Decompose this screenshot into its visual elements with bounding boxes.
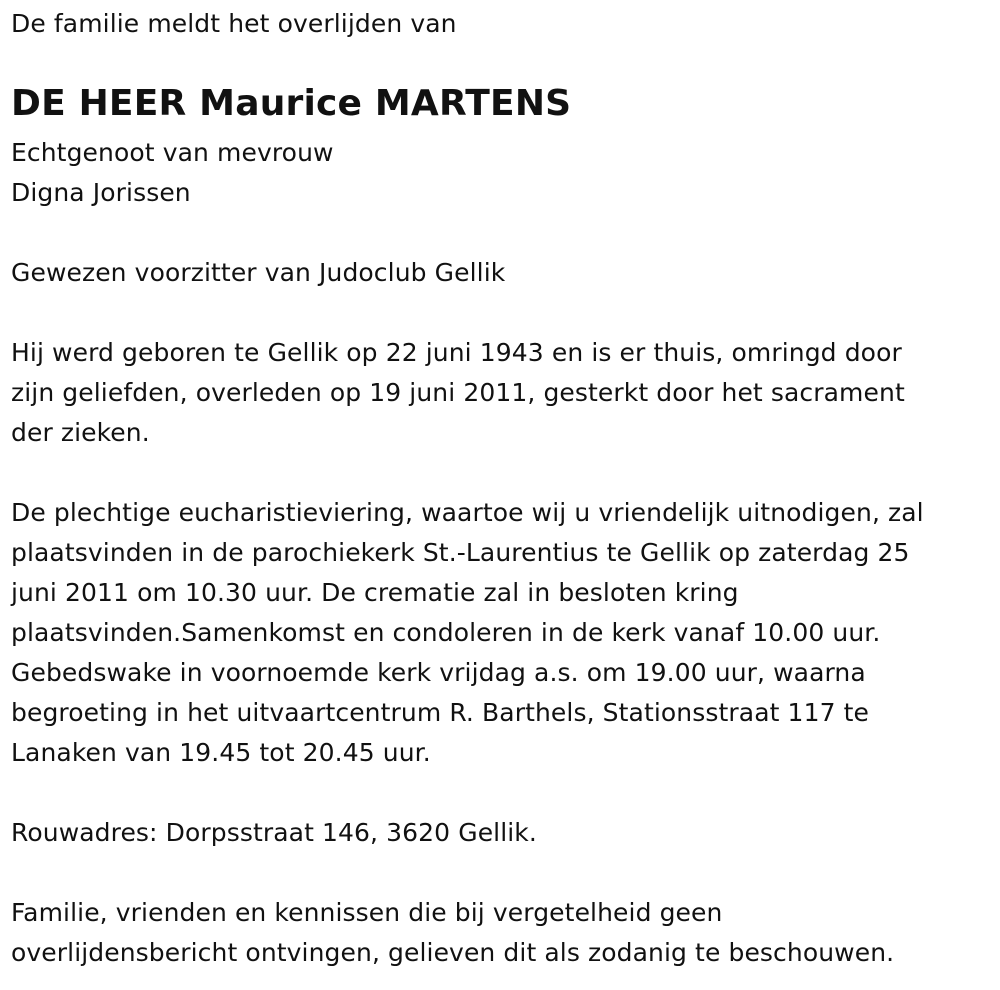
ceremony-line: begroeting in het uitvaartcentrum R. Barthels, Stationsstraat 117 te	[11, 698, 870, 727]
ceremony-line: plaatsvinden in de parochiekerk St.-Laurentius te Gellik op zaterdag 25	[11, 538, 910, 567]
ceremony-line: De plechtige eucharistieviering, waartoe wij u vriendelijk uitnodigen, zal	[11, 498, 924, 527]
spouse-line-2: Digna Jorissen	[11, 178, 191, 207]
closing-line: Familie, vrienden en kennissen die bij vergetelheid geen	[11, 898, 723, 927]
intro-text: De familie meldt het overlijden van	[11, 9, 457, 38]
closing-line: overlijdensbericht ontvingen, gelieven dit als zodanig te beschouwen.	[11, 938, 895, 967]
role-text: Gewezen voorzitter van Judoclub Gellik	[11, 258, 506, 287]
ceremony-line: Lanaken van 19.45 tot 20.45 uur.	[11, 738, 431, 767]
ceremony-line: juni 2011 om 10.30 uur. De crematie zal in besloten kring	[11, 578, 739, 607]
birth-death-line: der zieken.	[11, 418, 150, 447]
birth-death-line: zijn geliefden, overleden op 19 juni 2011, gesterkt door het sacrament	[11, 378, 905, 407]
ceremony-line: plaatsvinden.Samenkomst en condoleren in de kerk vanaf 10.00 uur.	[11, 618, 881, 647]
spouse-line-1: Echtgenoot van mevrouw	[11, 138, 334, 167]
birth-death-line: Hij werd geboren te Gellik op 22 juni 1943 en is er thuis, omringd door	[11, 338, 902, 367]
ceremony-line: Gebedswake in voornoemde kerk vrijdag a.s. om 19.00 uur, waarna	[11, 658, 866, 687]
deceased-name: DE HEER Maurice MARTENS	[11, 83, 572, 124]
mourning-address: Rouwadres: Dorpsstraat 146, 3620 Gellik.	[11, 818, 537, 847]
